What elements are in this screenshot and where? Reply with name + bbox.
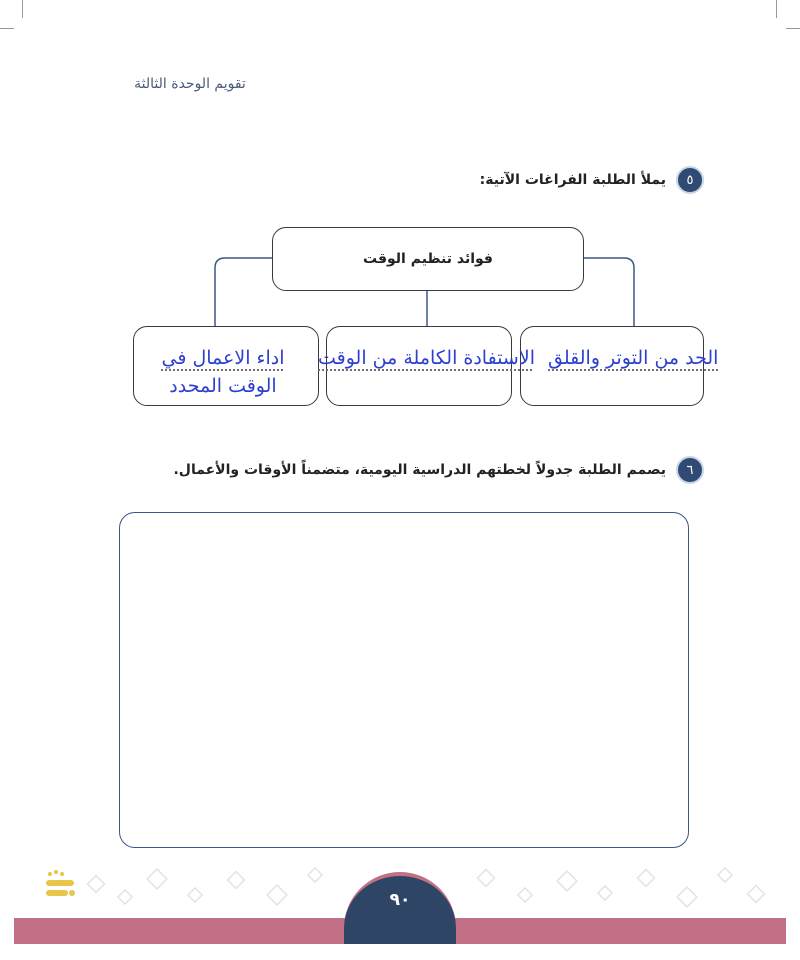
answer-text-left-line1: اداء الاعمال في [161, 347, 285, 369]
diagram-center-label: فوائد تنظيم الوقت [363, 251, 493, 267]
schedule-answer-area[interactable] [119, 512, 689, 848]
question-6 [173, 456, 704, 484]
question-prompt: يملأ الطلبة الفراغات الآتية: [479, 172, 666, 188]
answer-text-left [140, 344, 306, 400]
unit-title: تقويم الوحدة الثالثة [134, 76, 246, 92]
question-number-badge: ٦ [676, 456, 704, 484]
answer-text-right: الحد من التوتر والقلق [548, 347, 719, 369]
question-number-badge: ٥ [676, 166, 704, 194]
diagram-center-box [272, 227, 584, 291]
question-prompt: يصمم الطلبة جدولاً لخطتهم الدراسية اليومية، متضمناً الأوقات والأعمال. [173, 462, 666, 478]
publisher-logo-icon [42, 868, 82, 908]
answer-text-middle: الاستفادة الكاملة من الوقت [318, 347, 535, 369]
answer-text-left-line2: الوقت المحدد [169, 375, 277, 397]
page-number: ٩٠ [389, 890, 411, 910]
